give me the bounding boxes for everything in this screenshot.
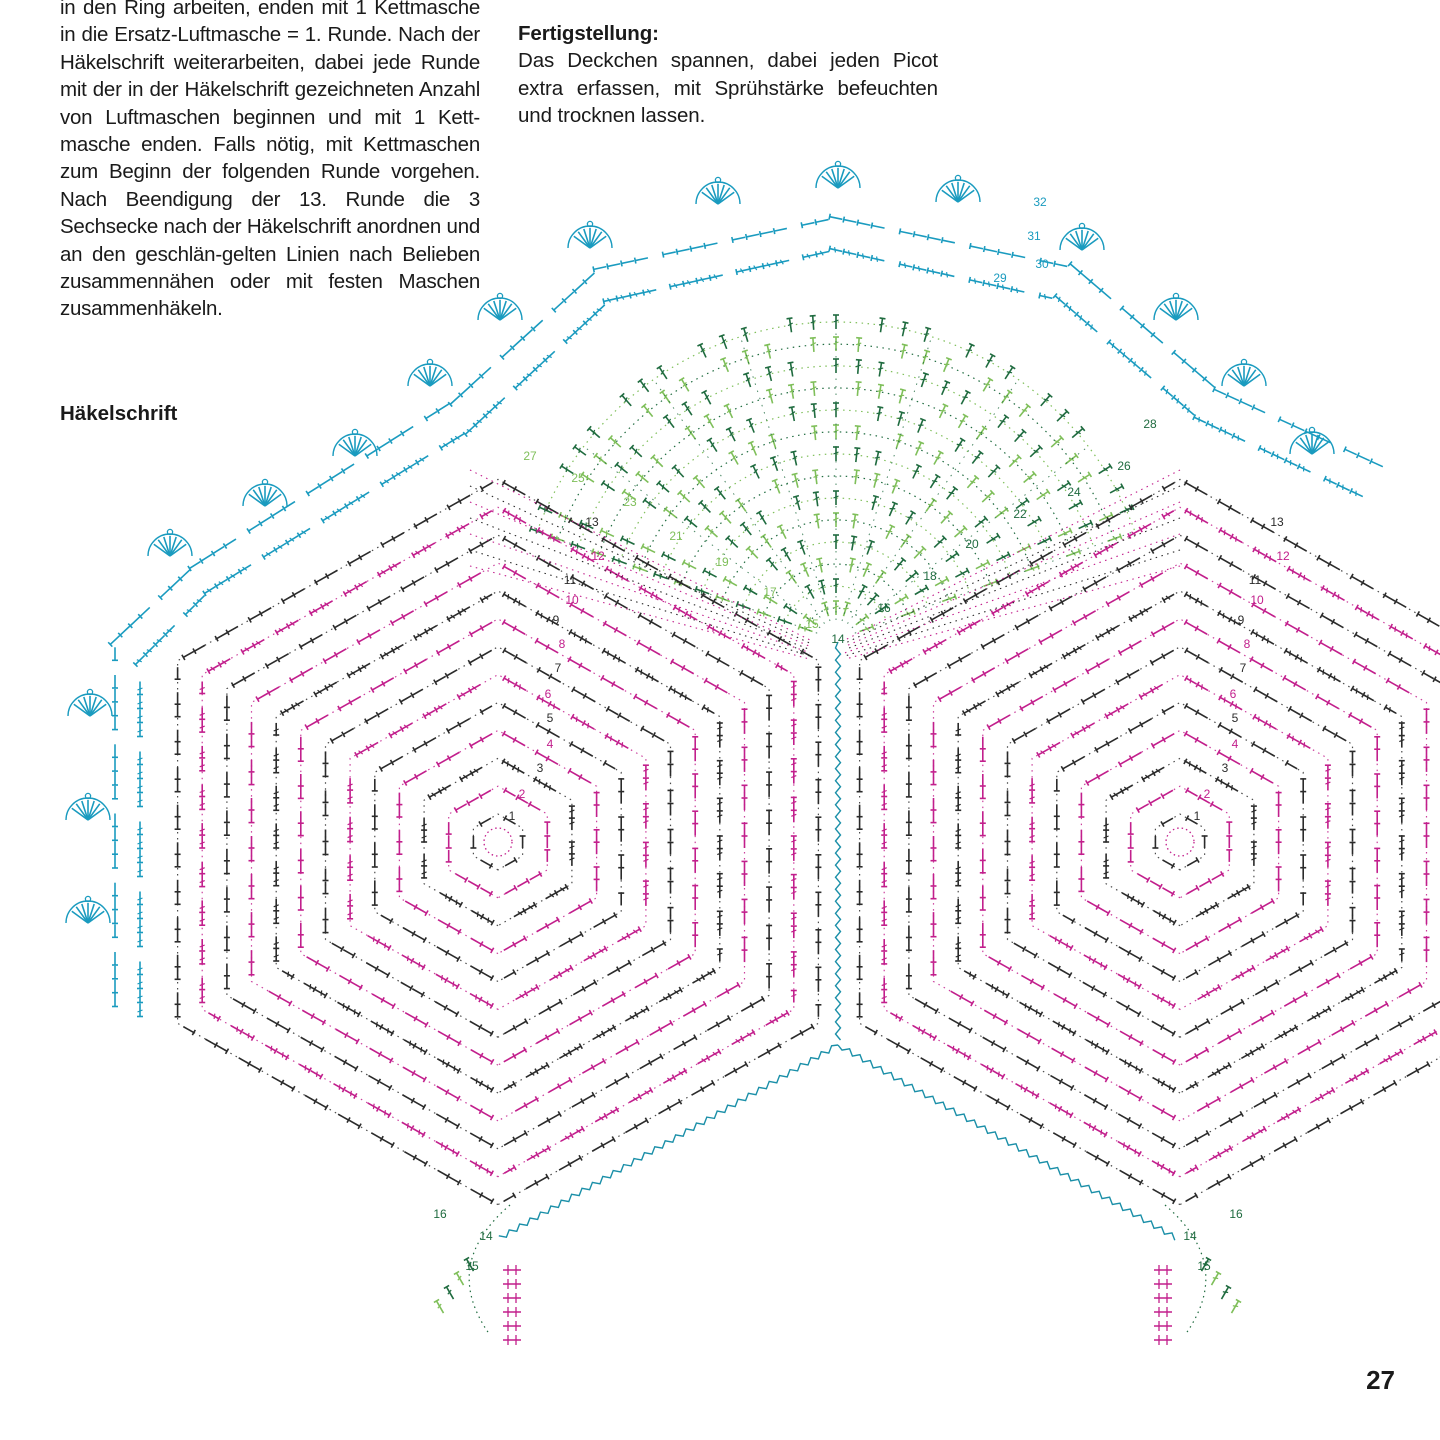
round-label: 15 [465, 1259, 479, 1273]
picot-fan [408, 359, 452, 386]
round-label: 14 [831, 632, 845, 646]
picot-fan [333, 429, 377, 456]
round-label: 17 [763, 585, 777, 599]
picot-fan [568, 221, 612, 248]
picot-fan [1060, 223, 1104, 250]
round-label: 3 [536, 761, 544, 775]
round-label: 12 [1276, 549, 1290, 563]
round-label: 14 [1183, 1229, 1197, 1243]
round-label: 15 [805, 617, 819, 631]
round-label: 25 [571, 471, 585, 485]
chart-heading: Häkelschrift [60, 402, 178, 425]
round-label: 32 [1033, 195, 1047, 209]
round-label: 12 [591, 549, 605, 563]
round-label: 11 [1248, 573, 1262, 587]
hexagon-motif [175, 479, 822, 1204]
round-label: 14 [479, 1229, 493, 1243]
round-label: 9 [552, 613, 560, 627]
fan-section [530, 315, 1137, 634]
picot-fan [66, 896, 110, 923]
round-label: 31 [1027, 229, 1041, 243]
round-label: 13 [1270, 515, 1284, 529]
finishing-heading: Fertigstellung: [518, 22, 659, 45]
round-label: 24 [1067, 485, 1081, 499]
round-label: 8 [558, 637, 566, 651]
round-label: 20 [965, 537, 979, 551]
finishing-text: Das Deckchen spannen, dabei jeden Picot extra erfassen, mit Sprühstärke befeuchten und trocknen lassen. [518, 49, 938, 128]
round-label: 2 [518, 787, 526, 801]
picot-fan [816, 161, 860, 188]
round-label: 22 [1013, 507, 1027, 521]
picot-fan [1222, 359, 1266, 386]
round-label: 4 [1231, 737, 1239, 751]
instructions-text: in den Ring arbeiten, enden mit 1 Kettmasche in die Ersatz-Luftmasche = 1. Runde. Nach der Häkelschrift weiterarbeiten, dabei jede Runde mit der in der Häkelschrift gezeichneten Anzahl von Luftmaschen beginnen und mit 1 Kett-masche enden. Falls nötig, mit Kettmaschen zum Beginn der folgenden Runde vorgehen. Nach Beendigung der 13. Runde die 3 Sechsecke nach der Häkelschrift anordnen und an den geschlän-gelten Linien nach Belieben zusammennähen oder mit festen Maschen zusammenhäkeln. [60, 0, 480, 321]
round-label: 5 [546, 711, 554, 725]
round-label: 16 [433, 1207, 447, 1221]
round-label: 1 [1193, 809, 1201, 823]
scalloped-border [66, 161, 1384, 1016]
round-label: 23 [623, 495, 637, 509]
picot-fan [478, 293, 522, 320]
round-label: 13 [585, 515, 599, 529]
round-label: 27 [523, 449, 537, 463]
picot-fan [243, 479, 287, 506]
round-label: 2 [1203, 787, 1211, 801]
page-number: 27 [1366, 1365, 1395, 1395]
picot-fan [68, 689, 112, 716]
round-label: 19 [715, 555, 729, 569]
round-label: 15 [1197, 1259, 1211, 1273]
round-label: 6 [544, 687, 552, 701]
round-label: 28 [1143, 417, 1157, 431]
joining-seams [499, 642, 1175, 1240]
round-label: 10 [565, 593, 579, 607]
round-label: 10 [1250, 593, 1264, 607]
lower-tabs [434, 1205, 1241, 1345]
round-label: 30 [1035, 257, 1049, 271]
round-label: 11 [563, 573, 577, 587]
round-label: 6 [1229, 687, 1237, 701]
round-label: 16 [1229, 1207, 1243, 1221]
round-label: 1 [508, 809, 516, 823]
picot-fan [696, 177, 740, 204]
round-label: 4 [546, 737, 554, 751]
picot-fan [66, 793, 110, 820]
round-label: 3 [1221, 761, 1229, 775]
round-label: 7 [1239, 661, 1247, 675]
hexagon-motif [857, 479, 1440, 1204]
round-label: 8 [1243, 637, 1251, 651]
round-label: 18 [923, 569, 937, 583]
round-label: 29 [993, 271, 1007, 285]
round-label: 16 [877, 601, 891, 615]
round-label: 5 [1231, 711, 1239, 725]
round-label: 26 [1117, 459, 1131, 473]
round-label: 21 [669, 529, 683, 543]
picot-fan [148, 529, 192, 556]
picot-fan [1154, 293, 1198, 320]
round-label: 7 [554, 661, 562, 675]
picot-fan [936, 175, 980, 202]
round-label: 9 [1237, 613, 1245, 627]
